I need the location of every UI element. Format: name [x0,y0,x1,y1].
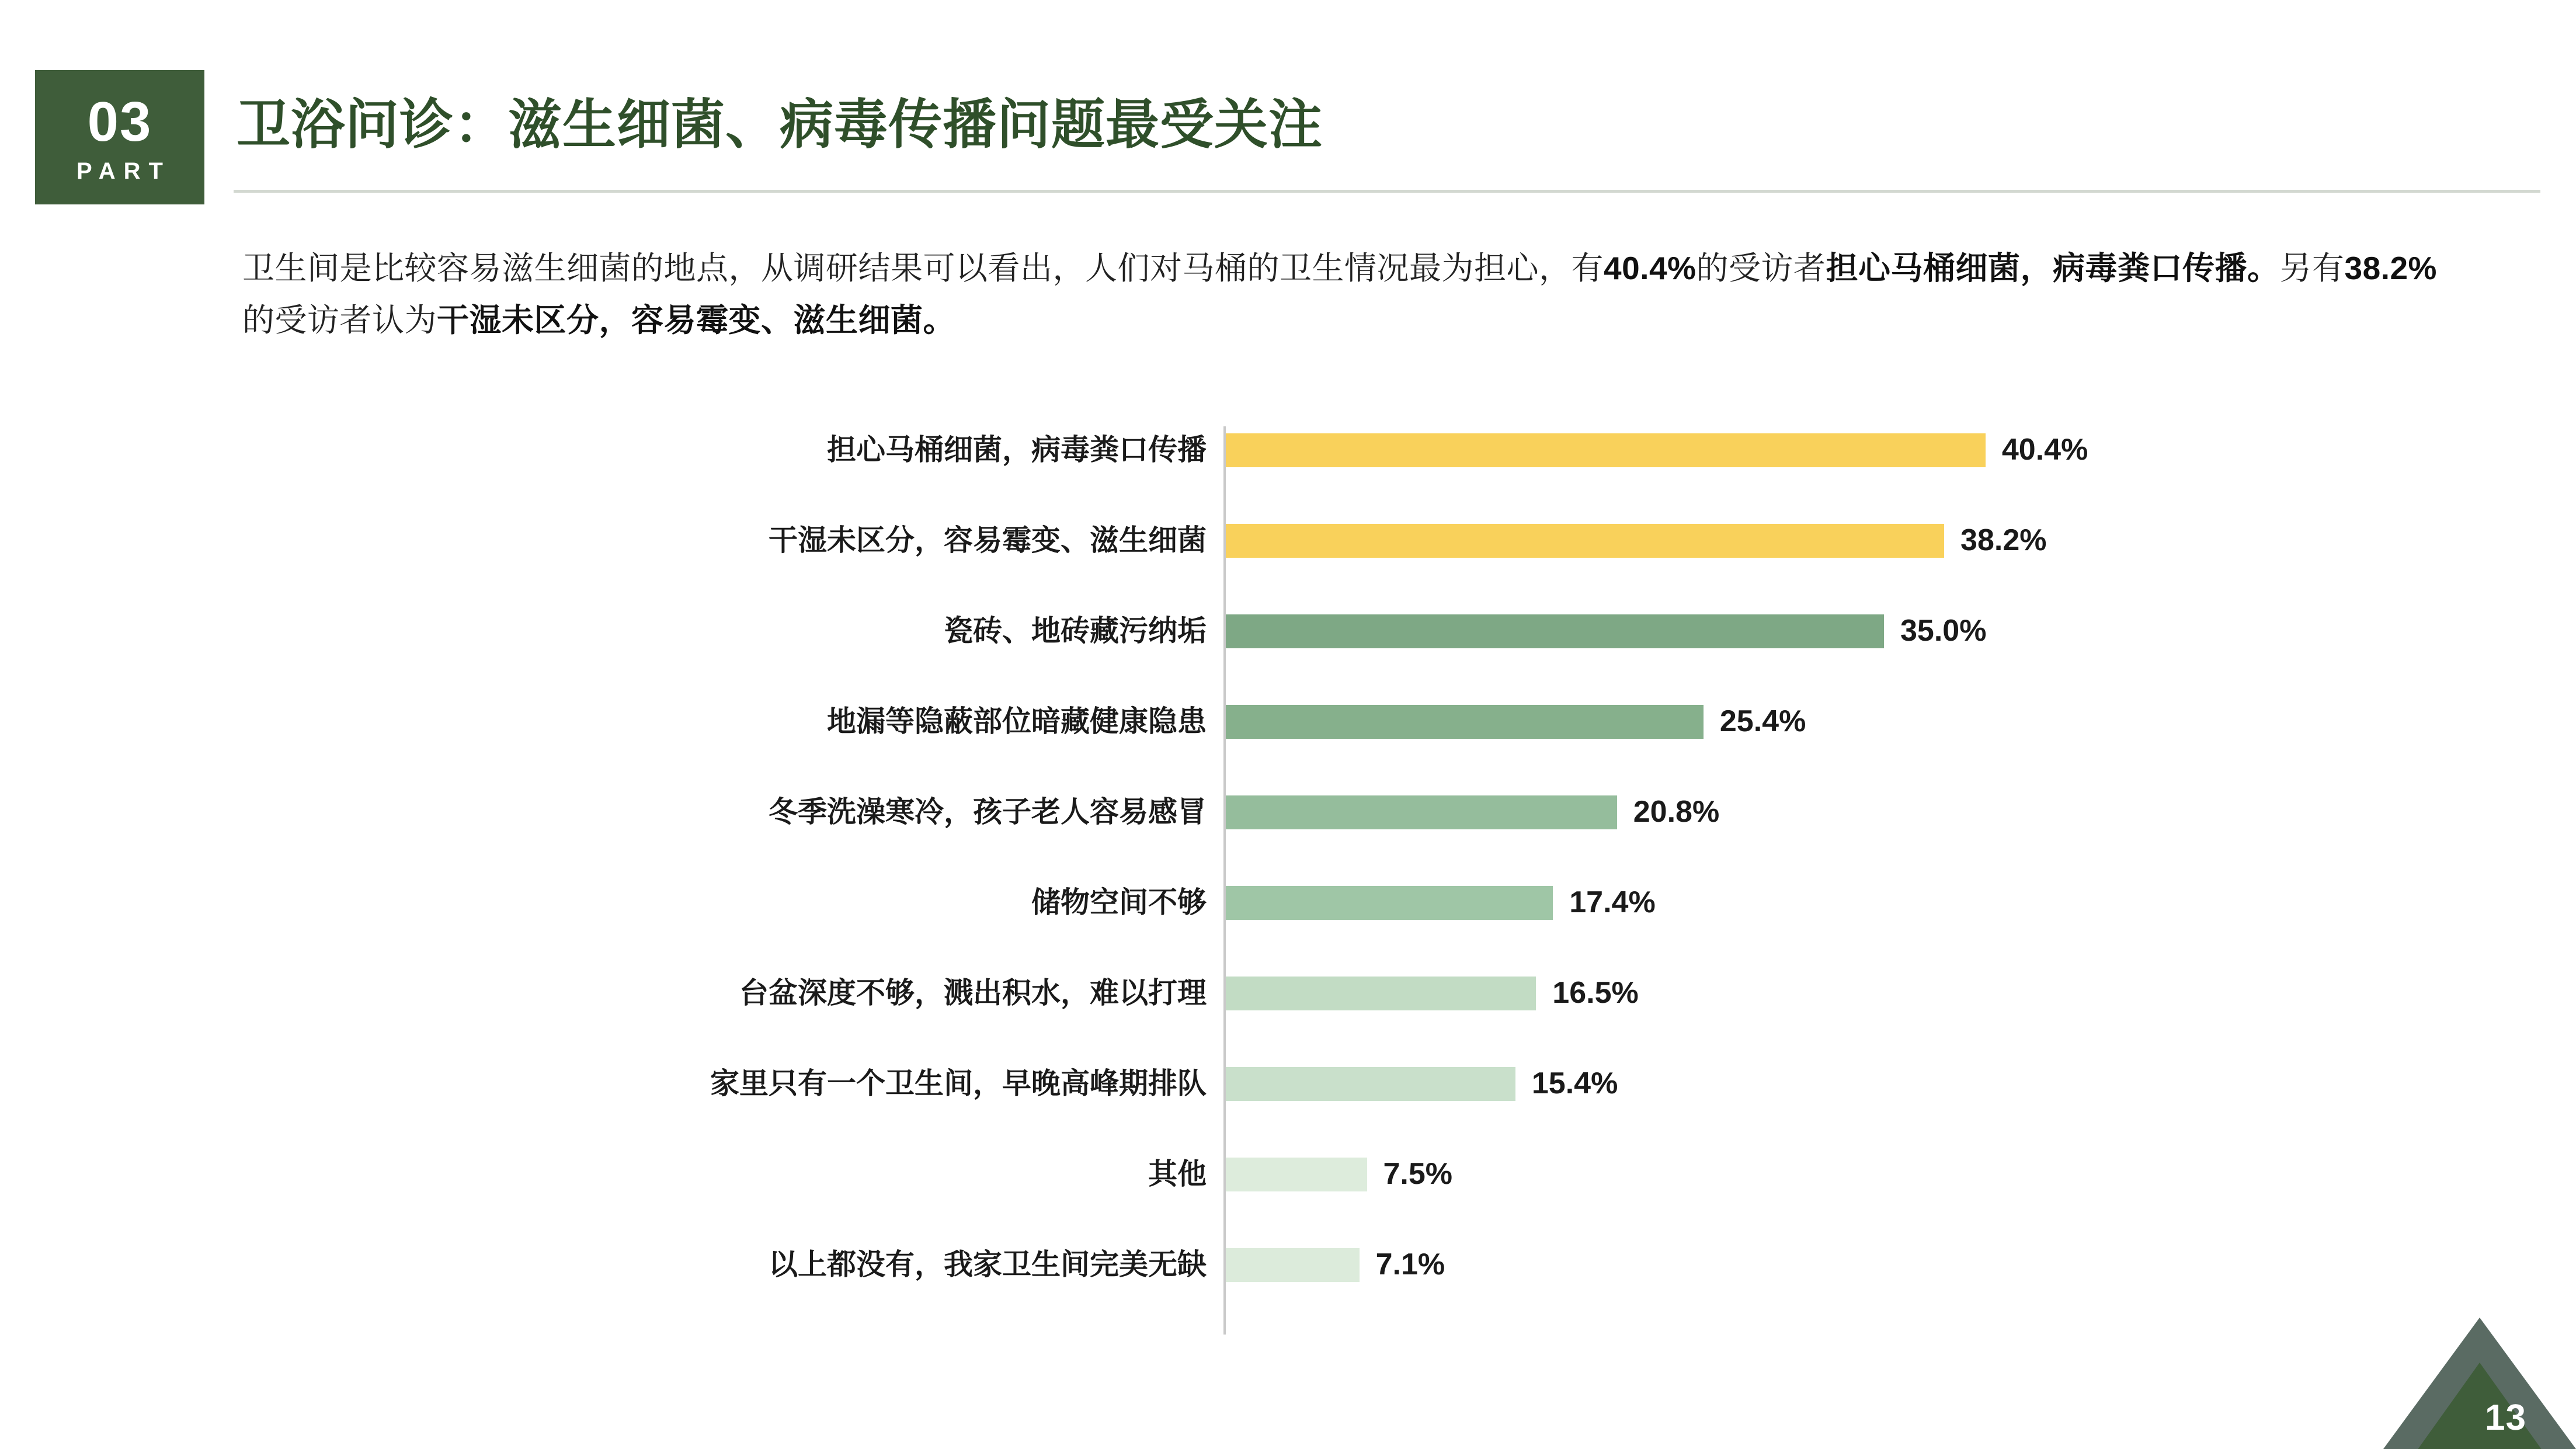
chart-category-label: 地漏等隐蔽部位暗藏健康隐患 [827,705,1207,738]
corner-triangle-inner [2405,1363,2554,1449]
chart-row [0,783,2576,841]
chart-bar [1226,1067,1515,1101]
chart-value-label: 38.2% [1960,523,2047,557]
chart-row [0,873,2576,932]
page-title: 卫浴问诊：滋生细菌、病毒传播问题最受关注 [237,95,1323,155]
chart-row [0,511,2576,569]
page-number: 13 [2485,1398,2526,1438]
chart-bar [1226,614,1884,648]
chart-category-label: 干湿未区分，容易霉变、滋生细菌 [769,524,1207,557]
page-corner-decoration [2383,1309,2576,1449]
part-word: PART [77,158,171,184]
chart-category-label: 以上都没有，我家卫生间完美无缺 [769,1248,1207,1281]
chart-value-label: 25.4% [1719,704,1806,738]
chart-value-label: 20.8% [1633,795,1720,829]
chart-bar [1226,1158,1367,1191]
intro-segment: 担心马桶细菌，病毒粪口传播。 [1826,250,2280,286]
chart-bar [1226,524,1944,558]
title-divider [234,190,2540,193]
chart-row [0,602,2576,660]
chart-value-label: 16.5% [1552,976,1639,1010]
intro-segment: 的受访者认为 [242,302,437,339]
intro-segment: 40.4% [1604,250,1697,286]
intro-segment: 卫生间是比较容易滋生细菌的地点，从调研结果可以看出，人们对马桶的卫生情况最为担心，有 [242,250,1604,286]
chart-bar [1226,795,1617,829]
chart-category-label: 储物空间不够 [1031,886,1207,919]
chart-category-label: 冬季洗澡寒冷，孩子老人容易感冒 [769,795,1207,828]
chart-row [0,1235,2576,1294]
intro-segment: 38.2% [2344,250,2437,286]
chart-bar [1226,886,1553,920]
chart-value-label: 35.0% [1900,614,1987,648]
chart-bar [1226,977,1536,1010]
chart-row [0,692,2576,750]
chart-category-label: 台盆深度不够，溅出积水，难以打理 [739,977,1207,1009]
slide-header [0,70,2576,184]
chart-bar [1226,433,1986,467]
intro-paragraph [242,242,2438,346]
chart-value-label: 7.1% [1375,1248,1445,1281]
chart-value-label: 17.4% [1569,885,1656,919]
chart-category-label: 瓷砖、地砖藏污纳垢 [944,614,1207,647]
chart-category-label: 家里只有一个卫生间，早晚高峰期排队 [710,1067,1207,1100]
chart-value-label: 7.5% [1383,1157,1453,1191]
chart-bar [1226,705,1704,739]
chart-category-label: 其他 [1148,1158,1207,1190]
chart-category-label: 担心马桶细菌，病毒粪口传播 [827,433,1207,466]
chart-bar [1226,1248,1360,1282]
intro-segment: 另有 [2279,250,2345,286]
chart-row [0,964,2576,1022]
bar-chart [0,421,2576,1367]
chart-row [0,1145,2576,1203]
chart-row [0,421,2576,479]
chart-value-label: 40.4% [2001,433,2088,467]
part-number: 03 [87,90,152,153]
intro-segment: 的受访者 [1696,250,1826,286]
chart-row [0,1054,2576,1113]
chart-value-label: 15.4% [1531,1066,1618,1100]
part-badge [35,70,204,204]
intro-segment: 干湿未区分，容易霉变、滋生细菌。 [437,302,956,339]
